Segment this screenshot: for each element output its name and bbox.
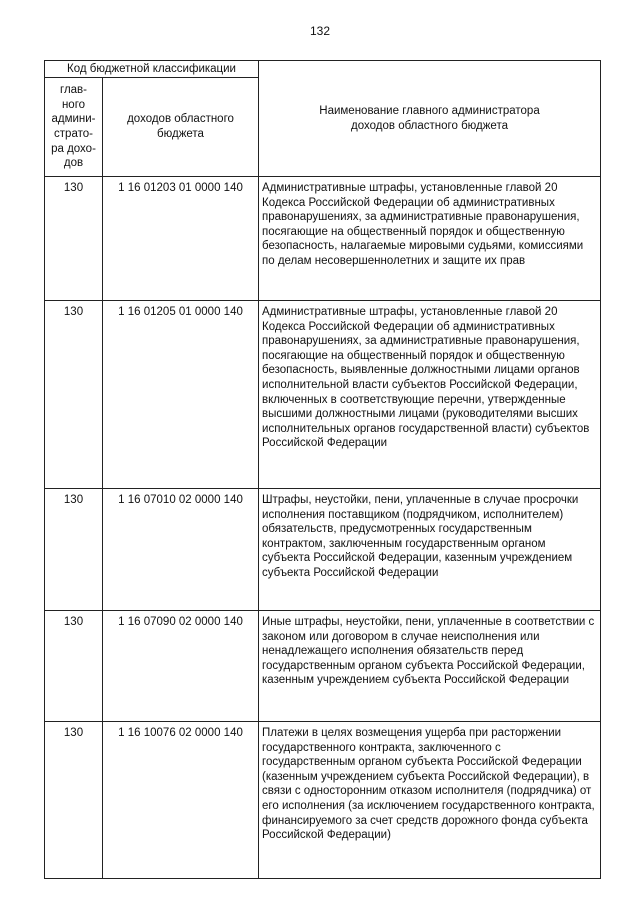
cell-income-code: 1 16 01203 01 0000 140 [103, 177, 259, 301]
cell-admin-code: 130 [45, 301, 103, 489]
table-header-row [45, 61, 601, 78]
cell-admin-code: 130 [45, 489, 103, 611]
cell-admin-code: 130 [45, 722, 103, 879]
table-row [45, 301, 601, 489]
table-row [45, 177, 601, 301]
cell-income-name: Штрафы, неустойки, пени, уплаченные в случае просрочки исполнения поставщиком (подрядчиком, исполнителем) обязательств, предусмотренных государственным контрактом, заключенным государственным органом субъекта Российской Федерации, казенным учреждением субъекта Российской Федерации [259, 489, 601, 611]
header-budget-classification-code: Код бюджетной классификации [45, 61, 259, 78]
header-main-administrator: глав- ного админи- страто- ра дохо- дов [45, 78, 103, 177]
cell-income-name: Иные штрафы, неустойки, пени, уплаченные в соответствии с законом или договором в случае неисполнения или ненадлежащего исполнения обязательств перед государственным органом субъекта Российской Федерации, казенным учреждением субъекта Российской Федерации [259, 611, 601, 722]
cell-income-code: 1 16 07090 02 0000 140 [103, 611, 259, 722]
cell-income-name: Административные штрафы, установленные главой 20 Кодекса Российской Федерации об административных правонарушениях, за административные правонарушения, посягающие на общественный порядок и общественную безопасность, выявленные должностными лицами органов исполнительной власти субъектов Российской Федерации, включенных в соответствующие перечни, утвержденные высшими должностными лицами (руководителями высших исполнительных органов государственной власти) субъектов Российской Федерации [259, 301, 601, 489]
cell-admin-code: 130 [45, 177, 103, 301]
cell-income-code: 1 16 07010 02 0000 140 [103, 489, 259, 611]
budget-classification-table [44, 60, 601, 879]
table-row [45, 611, 601, 722]
cell-income-name: Административные штрафы, установленные главой 20 Кодекса Российской Федерации об административных правонарушениях, за административные правонарушения, посягающие на общественный порядок и общественную безопасность, налагаемые мировыми судьями, комиссиями по делам несовершеннолетних и защите их прав [259, 177, 601, 301]
header-regional-budget-income: доходов областного бюджета [103, 78, 259, 177]
page-number: 132 [309, 24, 331, 38]
header-administrator-name: Наименование главного администратора доходов областного бюджета [259, 61, 601, 177]
cell-income-name: Платежи в целях возмещения ущерба при расторжении государственного контракта, заключенного с государственным органом субъекта Российской Федерации (казенным учреждением субъекта Российской Федерации), в связи с односторонним отказом исполнителя (подрядчика) от его исполнения (за исключением государственного контракта, финансируемого за счет средств дорожного фонда субъекта Российской Федерации) [259, 722, 601, 879]
cell-admin-code: 130 [45, 611, 103, 722]
cell-income-code: 1 16 01205 01 0000 140 [103, 301, 259, 489]
cell-income-code: 1 16 10076 02 0000 140 [103, 722, 259, 879]
table-row [45, 722, 601, 879]
table-row [45, 489, 601, 611]
